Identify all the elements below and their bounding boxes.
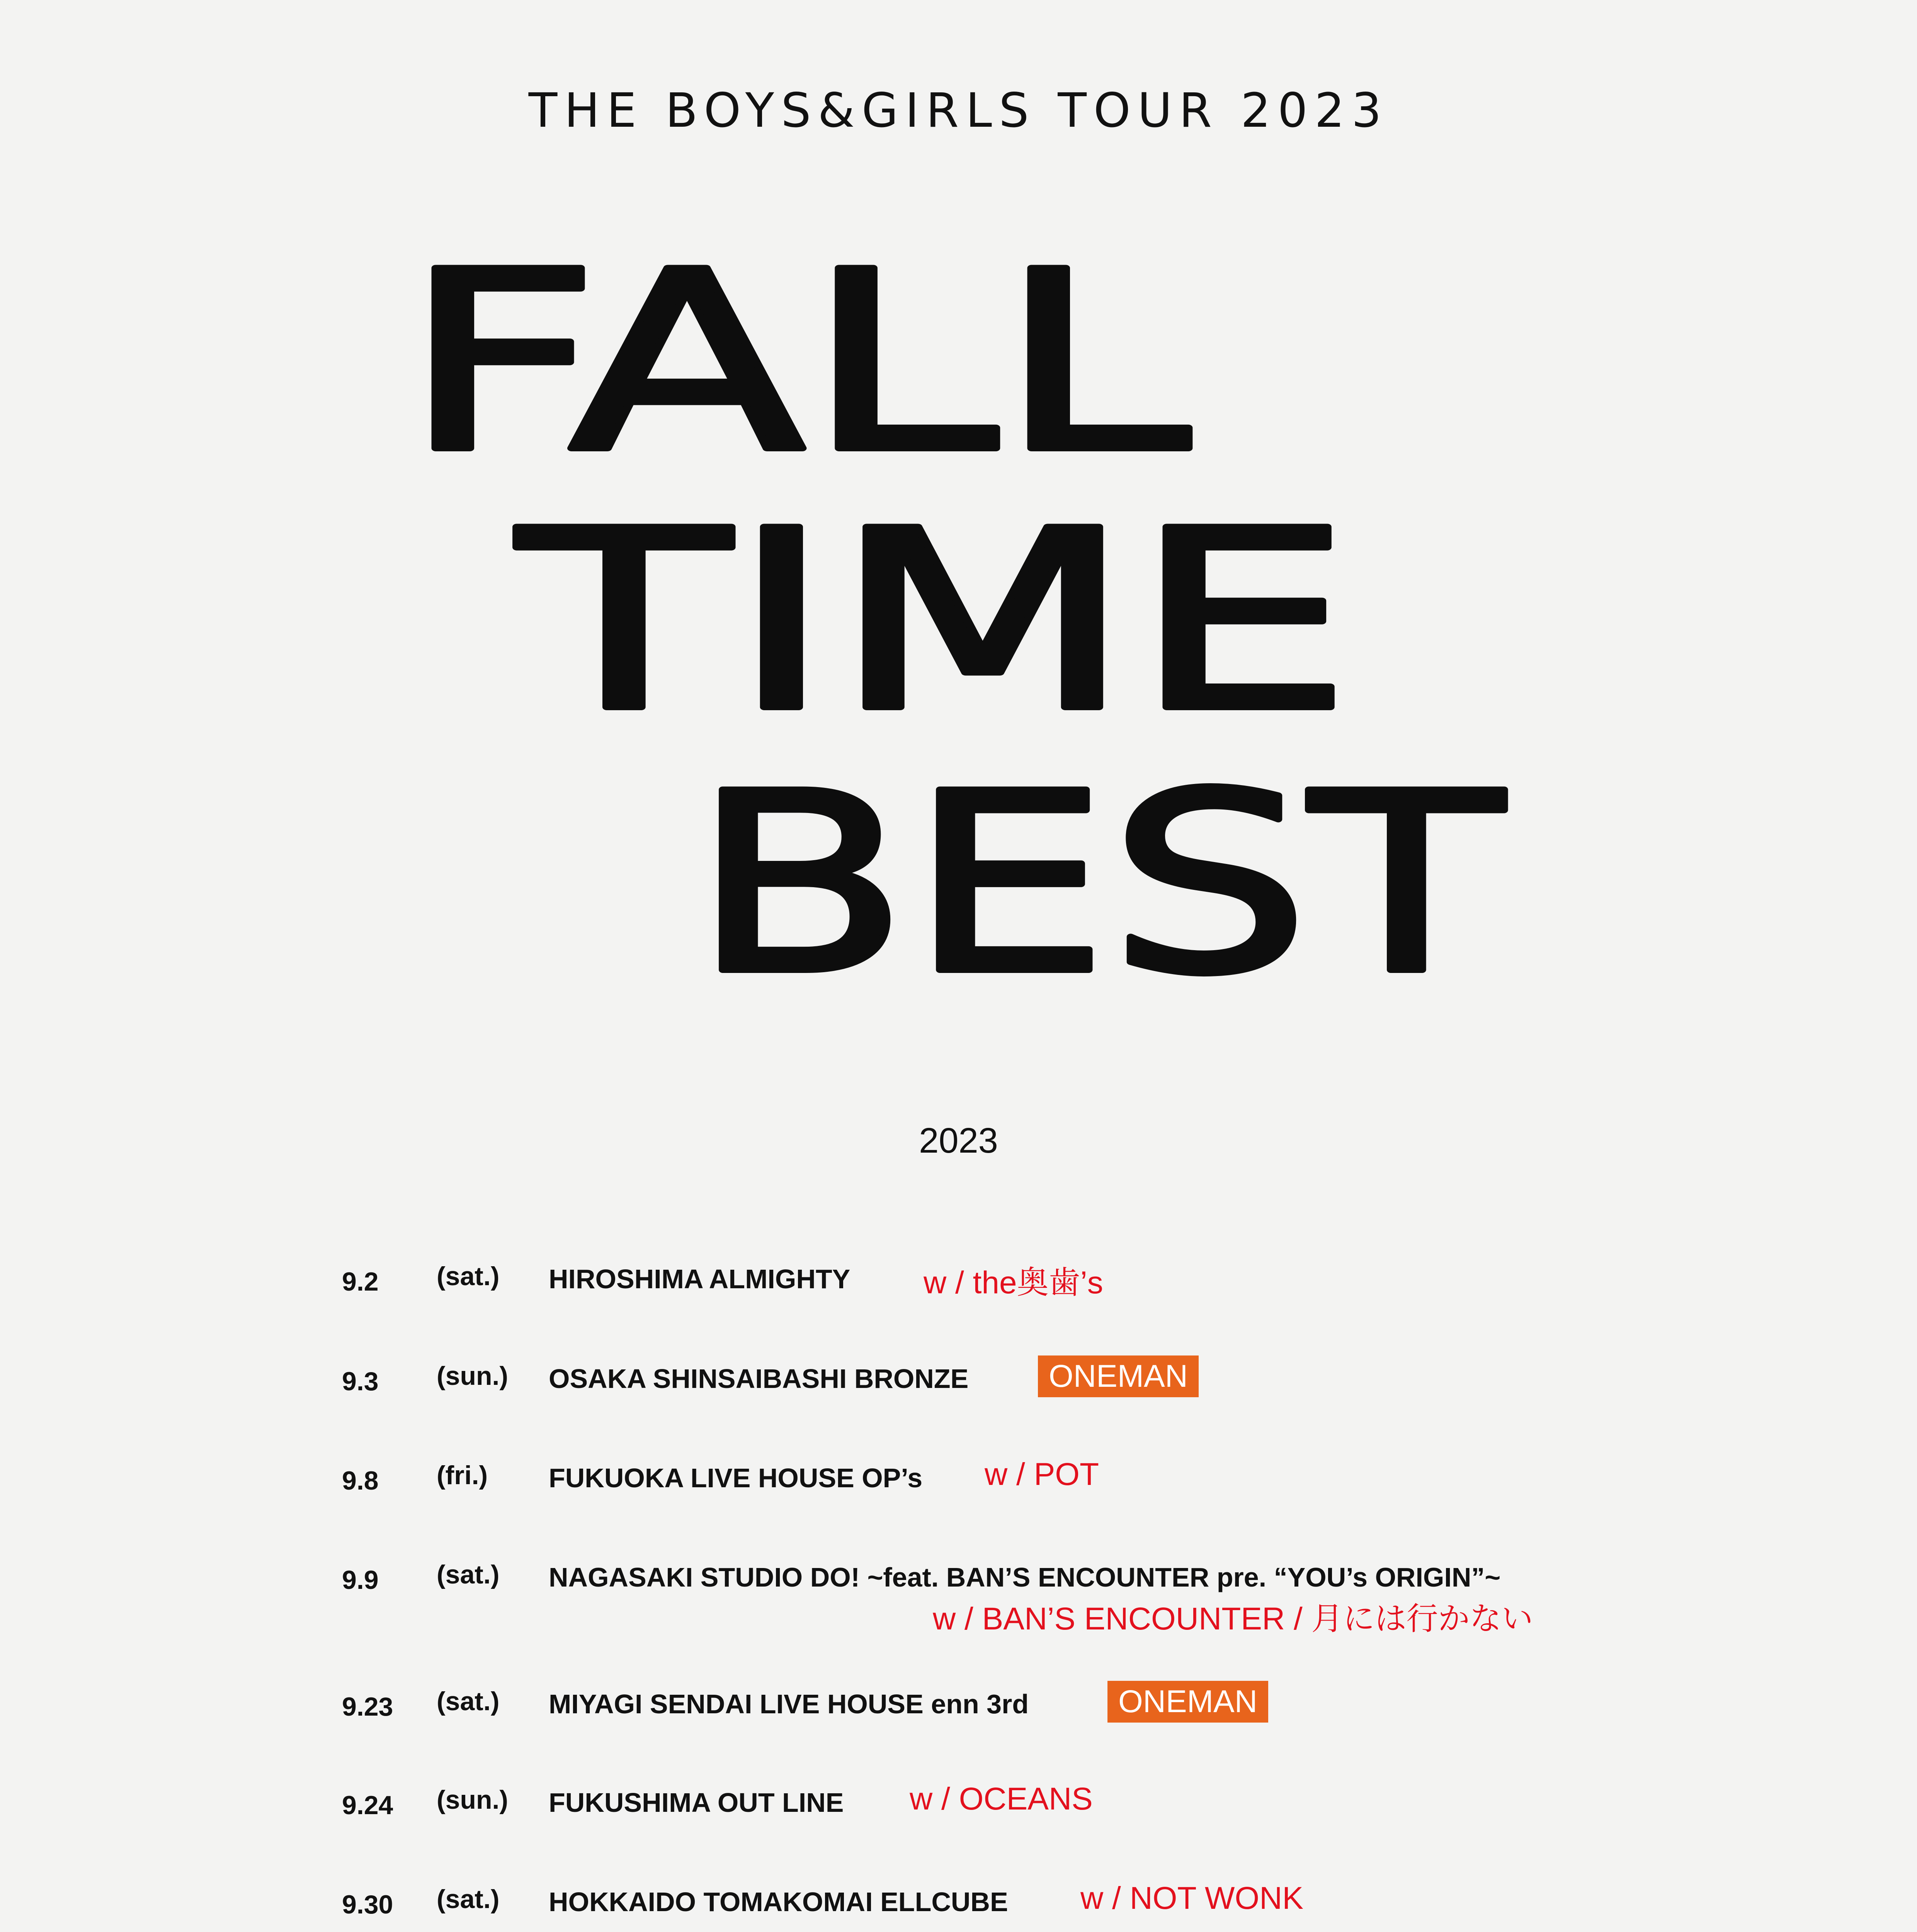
show-date: 9.3 [342, 1367, 379, 1396]
schedule-row [0, 1776, 1917, 1837]
show-date: 9.23 [342, 1692, 393, 1721]
show-guest: w / NOT WONK [1080, 1881, 1304, 1916]
schedule-row [0, 1550, 1917, 1636]
show-day: (sun.) [437, 1785, 509, 1815]
show-guest: w / OCEANS [910, 1781, 1093, 1816]
show-guest: w / POT [985, 1457, 1099, 1492]
show-venue: FUKUSHIMA OUT LINE [549, 1787, 844, 1818]
show-venue: MIYAGI SENDAI LIVE HOUSE enn 3rd [549, 1689, 1029, 1719]
show-guest: w / the奥歯’s [924, 1265, 1103, 1300]
show-day: (fri.) [437, 1461, 488, 1490]
show-day: (sat.) [437, 1687, 500, 1716]
title-line-best: BEST [692, 740, 1508, 1028]
show-venue: FUKUOKA LIVE HOUSE OP’s [549, 1463, 923, 1493]
oneman-badge: ONEMAN [1107, 1681, 1268, 1723]
show-day: (sat.) [437, 1262, 500, 1291]
schedule-row [0, 1252, 1917, 1314]
show-date: 9.30 [342, 1890, 393, 1919]
show-day: (sat.) [437, 1884, 500, 1914]
schedule-row [0, 1352, 1917, 1413]
oneman-badge: ONEMAN [1038, 1355, 1199, 1397]
schedule-row [0, 1451, 1917, 1513]
show-venue: NAGASAKI STUDIO DO! ~feat. BAN’S ENCOUNTER pre. “YOU’s ORIGIN”~ [549, 1562, 1501, 1592]
tour-subtitle: THE BOYS&GIRLS TOUR 2023 [528, 83, 1389, 138]
show-day: (sun.) [437, 1361, 509, 1391]
year-label: 2023 [919, 1121, 998, 1160]
show-date: 9.2 [342, 1267, 379, 1296]
show-date: 9.9 [342, 1565, 379, 1595]
title-line-time: TIME [512, 478, 1352, 765]
show-guest: w / BAN’S ENCOUNTER / 月には行かない [933, 1601, 1533, 1636]
show-venue: OSAKA SHINSAIBASHI BRONZE [549, 1364, 969, 1394]
schedule-row [0, 1677, 1917, 1739]
show-venue: HIROSHIMA ALMIGHTY [549, 1264, 850, 1294]
schedule-row [0, 1875, 1917, 1932]
show-venue: HOKKAIDO TOMAKOMAI ELLCUBE [549, 1887, 1008, 1917]
title-line-fall: FALL [402, 219, 1192, 507]
show-date: 9.8 [342, 1466, 379, 1495]
show-date: 9.24 [342, 1791, 393, 1820]
show-day: (sat.) [437, 1560, 500, 1589]
